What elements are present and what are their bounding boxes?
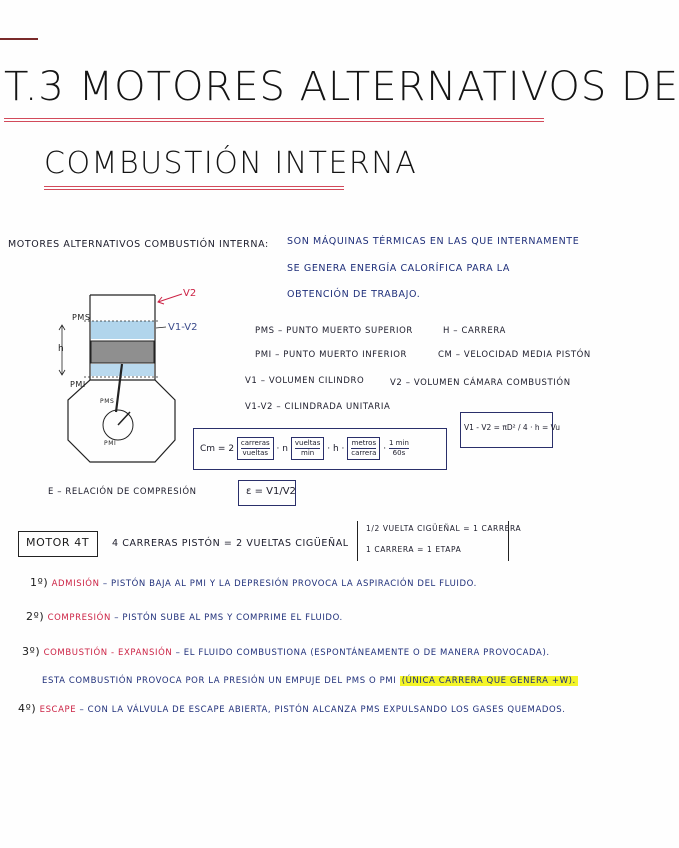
- legend-v2: V2 – VOLUMEN CÁMARA COMBUSTIÓN: [390, 378, 571, 388]
- cm-formula: Cm = 2 $\frac{\text{carreras}}{\text{vueltas}}$ · n $\frac{\text{vueltas}}{\min}$ · h · $\frac{\text{metros}}{\text{carrera}}$ · $\frac{1 \min}{60s}$: [200, 437, 409, 460]
- step-2: [26, 610, 343, 623]
- cm-f2-den: min: [301, 449, 315, 457]
- epsilon-label: Ε – RELACIÓN DE COMPRESIÓN: [48, 487, 197, 497]
- page-subtitle: COMBUSTIÓN INTERNA: [44, 146, 418, 181]
- corner-mark: [0, 38, 38, 40]
- diagram-crank-pmi: PMI: [104, 440, 117, 447]
- step-2-num: 2º): [26, 610, 45, 623]
- cm-h: · h ·: [327, 444, 345, 454]
- step-2-text: – PISTÓN SUBE AL PMS Y COMPRIME EL FLUIDO.: [114, 613, 343, 623]
- page-title: T.3 MOTORES ALTERNATIVOS DE: [4, 64, 679, 110]
- motor-4t-note-1: 1/2 VUELTA CIGÜEÑAL = 1 CARRERA: [366, 524, 522, 533]
- cm-fraction-3: [347, 437, 380, 460]
- legend-pmi: PMI – PUNTO MUERTO INFERIOR: [255, 350, 408, 360]
- definition-line-3: OBTENCIÓN DE TRABAJO.: [287, 289, 421, 300]
- cm-lhs: Cm = 2: [200, 444, 235, 454]
- cm-fraction-4: [389, 439, 409, 458]
- cm-f2-num: vueltas: [294, 439, 321, 447]
- step-1-num: 1º): [30, 576, 49, 589]
- cm-fraction-2: [291, 437, 325, 460]
- diagram-v2-label: V2: [183, 288, 197, 299]
- step-3-highlight: (ÚNICA CARRERA QUE GENERA +W).: [401, 676, 576, 686]
- cm-n: · n: [276, 444, 288, 454]
- engine-diagram: [50, 280, 210, 470]
- volume-formula: V1 - V2 = πD² / 4 · h = Vu: [464, 423, 561, 432]
- legend-v1: V1 – VOLUMEN CILINDRO: [245, 376, 365, 386]
- step-1-name: ADMISIÓN: [51, 579, 100, 589]
- step-3-line-2: ESTA COMBUSTIÓN PROVOCA POR LA PRESIÓN UN EMPUJE DEL PMS O PMI: [42, 676, 397, 686]
- diagram-h-label: h: [58, 344, 64, 354]
- step-3-detail: [42, 676, 578, 686]
- subtitle-underline-1: [44, 186, 344, 187]
- diagram-crank-pms: PMS: [100, 398, 115, 405]
- legend-pms: PMS – PUNTO MUERTO SUPERIOR: [255, 326, 413, 336]
- motor-4t-note-2: 1 CARRERA = 1 ETAPA: [366, 545, 462, 554]
- epsilon-formula: ε = V1/V2: [246, 486, 296, 497]
- title-underline-1: [4, 118, 544, 119]
- step-3-num: 3º): [22, 645, 41, 658]
- step-4: [18, 702, 566, 715]
- diagram-v1v2-label: V1-V2: [168, 322, 198, 333]
- step-1: [30, 576, 477, 589]
- title-underline-2: [4, 121, 544, 122]
- step-3-name: COMBUSTIÓN - EXPANSIÓN: [43, 648, 173, 658]
- step-3: [22, 645, 550, 658]
- definition-line-2: SE GENERA ENERGÍA CALORÍFICA PARA LA: [287, 263, 511, 274]
- cm-f1-den: vueltas: [242, 449, 269, 457]
- motor-4t-equation: 4 CARRERAS PISTÓN = 2 VUELTAS CIGÜEÑAL: [112, 538, 349, 549]
- step-4-num: 4º): [18, 702, 37, 715]
- definition-line-1: SON MÁQUINAS TÉRMICAS EN LAS QUE INTERNAMENTE: [287, 236, 580, 247]
- step-1-text: – PISTÓN BAJA AL PMI Y LA DEPRESIÓN PROVOCA LA ASPIRACIÓN DEL FLUIDO.: [102, 579, 477, 589]
- cm-f3-num: metros: [351, 439, 377, 447]
- cm-fraction-1: [237, 437, 274, 460]
- diagram-pms-label: PMS: [72, 313, 91, 322]
- cm-f4-num: 1 min: [389, 439, 409, 447]
- subtitle-underline-2: [44, 189, 344, 190]
- step-2-name: COMPRESIÓN: [47, 613, 111, 623]
- step-3-text: – EL FLUIDO COMBUSTIONA (ESPONTÁNEAMENTE O DE MANERA PROVOCADA).: [175, 648, 550, 658]
- cm-f4-den: 60s: [392, 449, 406, 457]
- step-4-name: ESCAPE: [39, 705, 77, 715]
- cm-f1-num: carreras: [240, 439, 270, 447]
- legend-h: H – CARRERA: [443, 326, 506, 336]
- step-4-text: – CON LA VÁLVULA DE ESCAPE ABIERTA, PISTÓN ALCANZA PMS EXPULSANDO LOS GASES QUEMADOS.: [79, 705, 566, 715]
- diagram-pmi-label: PMI: [70, 380, 86, 389]
- cm-f3-den: carrera: [351, 449, 377, 457]
- legend-cm: CM – VELOCIDAD MEDIA PISTÓN: [438, 350, 591, 360]
- legend-v1v2: V1-V2 – CILINDRADA UNITARIA: [245, 402, 391, 412]
- motor-4t-label: MOTOR 4T: [26, 536, 90, 549]
- definition-term: MOTORES ALTERNATIVOS COMBUSTIÓN INTERNA:: [8, 239, 269, 250]
